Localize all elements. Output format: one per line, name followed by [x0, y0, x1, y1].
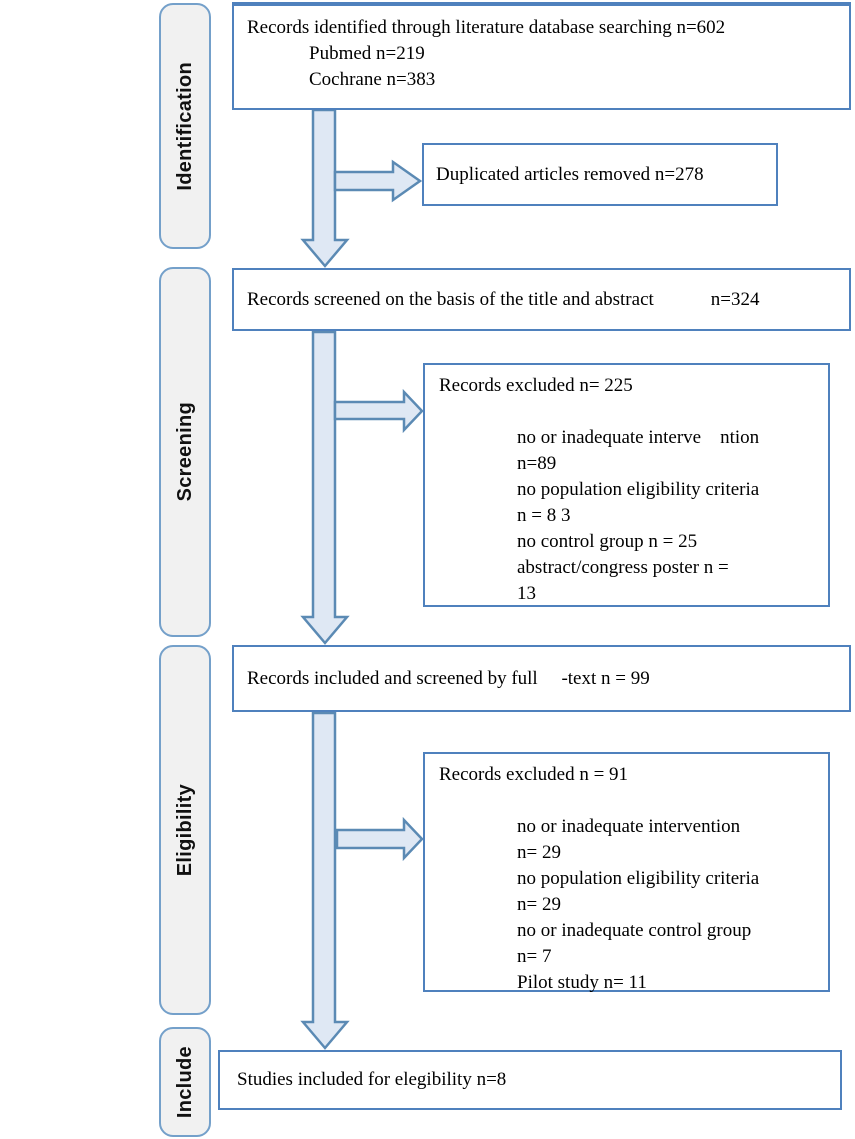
excluded-reason: 13	[517, 583, 536, 604]
duplicates-removed-text: Duplicated articles removed n=278	[436, 163, 704, 185]
fulltext-screened-text: Records included and screened by full -text n = 99	[247, 667, 650, 689]
stage-include-label: Include	[173, 1045, 196, 1119]
arrow-right-duplicates	[335, 162, 420, 200]
stage-screening	[159, 267, 211, 637]
excluded-reason: no control group n = 25	[517, 531, 698, 552]
excluded-screening-reasons	[517, 425, 820, 607]
excluded-eligibility-heading: Records excluded n = 91	[439, 764, 629, 785]
box-records-screened	[232, 268, 851, 331]
box-excluded-eligibility	[423, 752, 830, 992]
excluded-eligibility-reasons	[517, 814, 820, 996]
studies-included-text: Studies included for elegibility n=8	[237, 1069, 507, 1090]
excluded-reason: no or inadequate intervention	[517, 816, 741, 837]
excluded-reason: no or inadequate control group	[517, 920, 752, 941]
box-fulltext-screened	[232, 645, 851, 712]
stage-eligibility	[159, 645, 211, 1015]
records-screened-text: Records screened on the basis of the title and abstract n=324	[247, 288, 760, 310]
cochrane-count: Cochrane n=383	[309, 69, 436, 90]
excluded-reason: n = 8 3	[517, 505, 571, 526]
excluded-reason: n= 29	[517, 842, 561, 863]
stage-eligibility-label: Eligibility	[173, 783, 196, 877]
excluded-reason: no population eligibility criteria	[517, 868, 760, 889]
stage-identification	[159, 3, 211, 249]
arrow-right-excluded-eligibility	[337, 820, 422, 858]
excluded-reason: n=89	[517, 453, 557, 474]
box-duplicates-removed	[422, 143, 778, 206]
excluded-reason: abstract/congress poster n =	[517, 557, 729, 578]
arrow-down-screening	[303, 332, 347, 643]
arrow-right-excluded-screening	[335, 392, 422, 430]
box-excluded-screening	[423, 363, 830, 607]
excluded-screening-heading: Records excluded n= 225	[439, 375, 633, 396]
excluded-reason: no population eligibility criteria	[517, 479, 760, 500]
box-studies-included	[218, 1050, 842, 1110]
excluded-reason: Pilot study n= 11	[517, 972, 647, 993]
excluded-reason: n= 7	[517, 946, 552, 967]
box-records-identified	[232, 2, 851, 110]
excluded-reason: no or inadequate interve ntion	[517, 427, 760, 448]
stage-screening-label: Screening	[173, 402, 196, 502]
stage-identification-label: Identification	[173, 61, 196, 191]
records-identified-text: Records identified through literature database searching n=602	[247, 17, 726, 38]
arrow-down-eligibility	[303, 713, 347, 1048]
excluded-reason: n= 29	[517, 894, 561, 915]
pubmed-count: Pubmed n=219	[309, 43, 425, 64]
stage-include	[159, 1027, 211, 1137]
